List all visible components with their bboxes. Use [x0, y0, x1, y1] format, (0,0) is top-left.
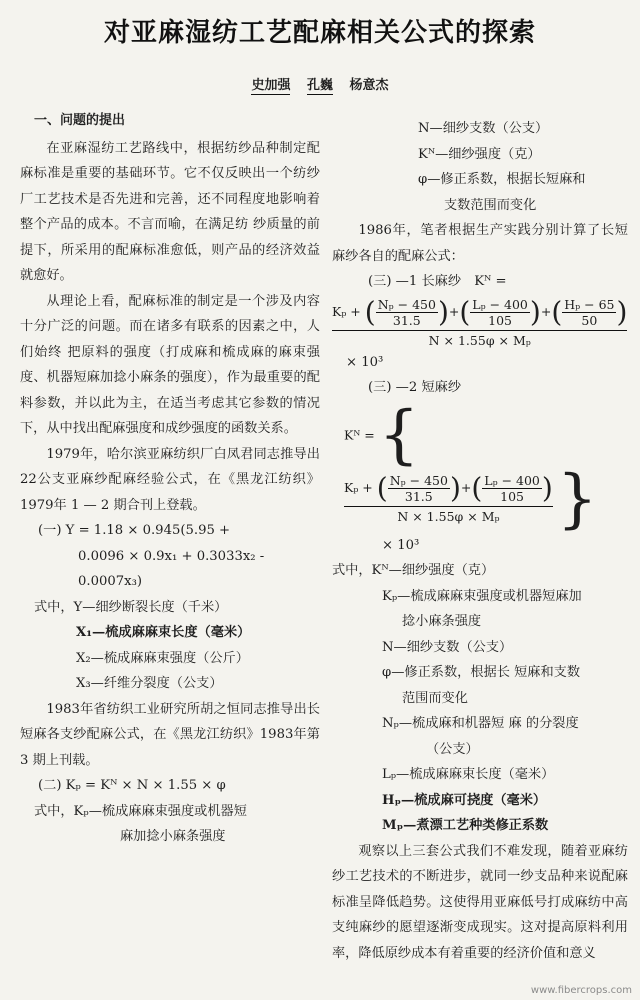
def-x3: X₃—纤维分裂度（公支） [76, 676, 223, 691]
def-kn: Kᴺ—细纱强度（克） [418, 146, 541, 162]
formula-3-kp: Kₚ + [332, 303, 361, 319]
article-title: 对亚麻湿纺工艺配麻相关公式的探索 [103, 18, 536, 48]
def-mp: Mₚ—煮漂工艺种类修正系数 [382, 818, 549, 833]
paragraph-1: 在亚麻湿纺工艺路线中，根据纺纱品种制定配麻标准是重要的基础环节。它不仅反映出一个纺纱厂工艺技术是否先进和完善，还不同程度地影响着整个产品的成本。不言而喻，在满足纺 纱质量的前提下，所采用的配麻标准愈低，则产品的经济效益就愈好。 [20, 140, 320, 283]
formula-4-l-den: 105 [482, 488, 542, 504]
formula-3-n-den: 31.5 [376, 312, 438, 328]
paragraph-6: 观察以上三套公式我们不难发现，随着亚麻纺纱工艺技术的不断进步，就同一纱支品种来说配麻标准呈降低趋势。这使得用亚麻低号打成麻纺中高支纯麻纱的愿望逐渐变成现实。这对提高原料利用率，降低原纱成本有着重要的经济价值和意义 [332, 843, 628, 961]
def-phi-2: φ—修正系数，根据长 短麻和支数 [382, 665, 581, 680]
def-phi: φ—修正系数，根据长短麻和 [418, 172, 586, 187]
section-heading: 一、问题的提出 [34, 113, 126, 128]
formula-2-definitions-cont [332, 116, 628, 218]
def-phi-2-cont: 范围而变化 [402, 690, 468, 706]
def-kp: 式中，Kₚ—梳成麻麻束强度或机器短 [34, 803, 247, 819]
author-2: 孔巍 [306, 78, 333, 93]
formula-1-line-2: 0.0096 × 0.9x₁ + 0.3033x₂ - [78, 548, 265, 564]
def-n: N—细纱支数（公支） [418, 121, 549, 136]
formula-4-tail: × 10³ [382, 537, 420, 553]
right-column [332, 116, 628, 966]
paragraph-2: 从理论上看，配麻标准的制定是一个涉及内容十分广泛的问题。而在诸多有联系的因素之中，人们始终 把原料的强度（打成麻和梳成麻的麻束强度、机器短麻加捻小麻条的强度），作为最重要的配料参数，并以此为主，在适当考虑其它参数的情况下，从中找出配麻强度和成纱强度的函数关系。 [20, 293, 320, 436]
paragraph-4: 1983年省纺织工业研究所胡之恒同志推导出长短麻各支纱配麻公式，在《黑龙江纺织》1983年第 3 期上刊载。 [20, 701, 320, 768]
formula-4-lhs: Kᴺ = [344, 427, 375, 442]
def-np-cont: （公支） [426, 741, 479, 757]
watermark: www.fibercrops.com [530, 985, 632, 996]
formula-1-line-3: 0.0007x₃) [78, 574, 143, 589]
formula-3-h-num: Hₚ − 65 [564, 296, 615, 312]
formula-4: Kᴺ = { Kₚ + ( $\frac{\text{Nₚ − 450}}{31.5}$ )+( $\frac{\text{Lₚ − 400}}{105}$ ) N × 1.55φ × Mₚ } [344, 397, 598, 536]
formula-3-l-den: 105 [470, 312, 530, 328]
def-y: 式中，Y—细纱断裂长度（千米） [34, 599, 228, 615]
def-kp-2: Kₚ—梳成麻麻束强度或机器短麻加 [382, 588, 582, 604]
formula-4-denominator: N × 1.55φ × Mₚ [344, 506, 553, 524]
def-x2: X₂—梳成麻麻束强度（公斤） [76, 650, 249, 666]
def-hp: Hₚ—梳成麻可挠度（毫米） [382, 792, 547, 808]
def-np: Nₚ—梳成麻和机器短 麻 的分裂度 [382, 716, 579, 731]
formula-3-definitions [332, 558, 628, 839]
formula-4-n-num: Nₚ − 450 [389, 473, 448, 488]
formula-3-n-num: Nₚ − 450 [377, 296, 436, 312]
formula-1 [20, 518, 320, 595]
formula-2 [20, 773, 320, 799]
def-kp-2-cont: 捻小麻条强度 [402, 614, 482, 629]
paragraph-5: 1986年，笔者根据生产实践分别计算了长短麻纱各自的配麻公式： [332, 223, 628, 264]
def-lp: Lₚ—梳成麻麻束长度（毫米） [382, 767, 555, 782]
formula-4-kp: Kₚ + [344, 480, 373, 495]
def-kp-cont: 麻加捻小麻条强度 [120, 829, 226, 844]
formula-4-label: (三) —2 短麻纱 [368, 380, 462, 395]
formula-3: Kₚ + ( $\frac{\text{Nₚ − 450}}{31.5}$ )+( $\frac{\text{Lₚ − 400}}{105}$ )+( $\frac{\text{Hₚ − 65}}{50}$ ) N × 1.55φ × Mₚ [332, 295, 628, 348]
left-column [20, 108, 320, 850]
formula-3-h-den: 50 [562, 312, 616, 328]
formula-1-line-1: (一) Y = 1.18 × 0.945(5.95 + [38, 523, 231, 538]
formula-1-definitions [20, 595, 320, 697]
def-n-2: N—细纱支数（公支） [382, 639, 513, 655]
def-kn-2: 式中，Kᴺ—细纱强度（克） [332, 563, 495, 578]
paragraph-3: 1979年，哈尔滨亚麻纺织厂白凤君同志推导出22公支亚麻纱配麻经验公式，在《黑龙江纺织》1979年 1 — 2 期合刊上登载。 [20, 446, 320, 513]
formula-3-label: (三) —1 长麻纱 Kᴺ = [368, 274, 507, 289]
formula-3-tail: × 10³ [346, 354, 384, 370]
def-phi-cont: 支数范围而变化 [444, 197, 537, 213]
formula-3-denominator: N × 1.55φ × Mₚ [332, 330, 627, 348]
def-x1: X₁—梳成麻麻束长度（毫米） [76, 625, 251, 640]
author-line [0, 74, 640, 93]
formula-2-text: (二) Kₚ = Kᴺ × N × 1.55 × φ [38, 778, 226, 793]
author-1: 史加强 [251, 78, 291, 93]
formula-2-definitions [20, 799, 320, 850]
formula-3-l-num: Lₚ − 400 [472, 296, 528, 312]
formula-4-n-den: 31.5 [388, 488, 450, 504]
formula-4-l-num: Lₚ − 400 [484, 473, 540, 488]
author-3: 杨意杰 [349, 78, 389, 93]
